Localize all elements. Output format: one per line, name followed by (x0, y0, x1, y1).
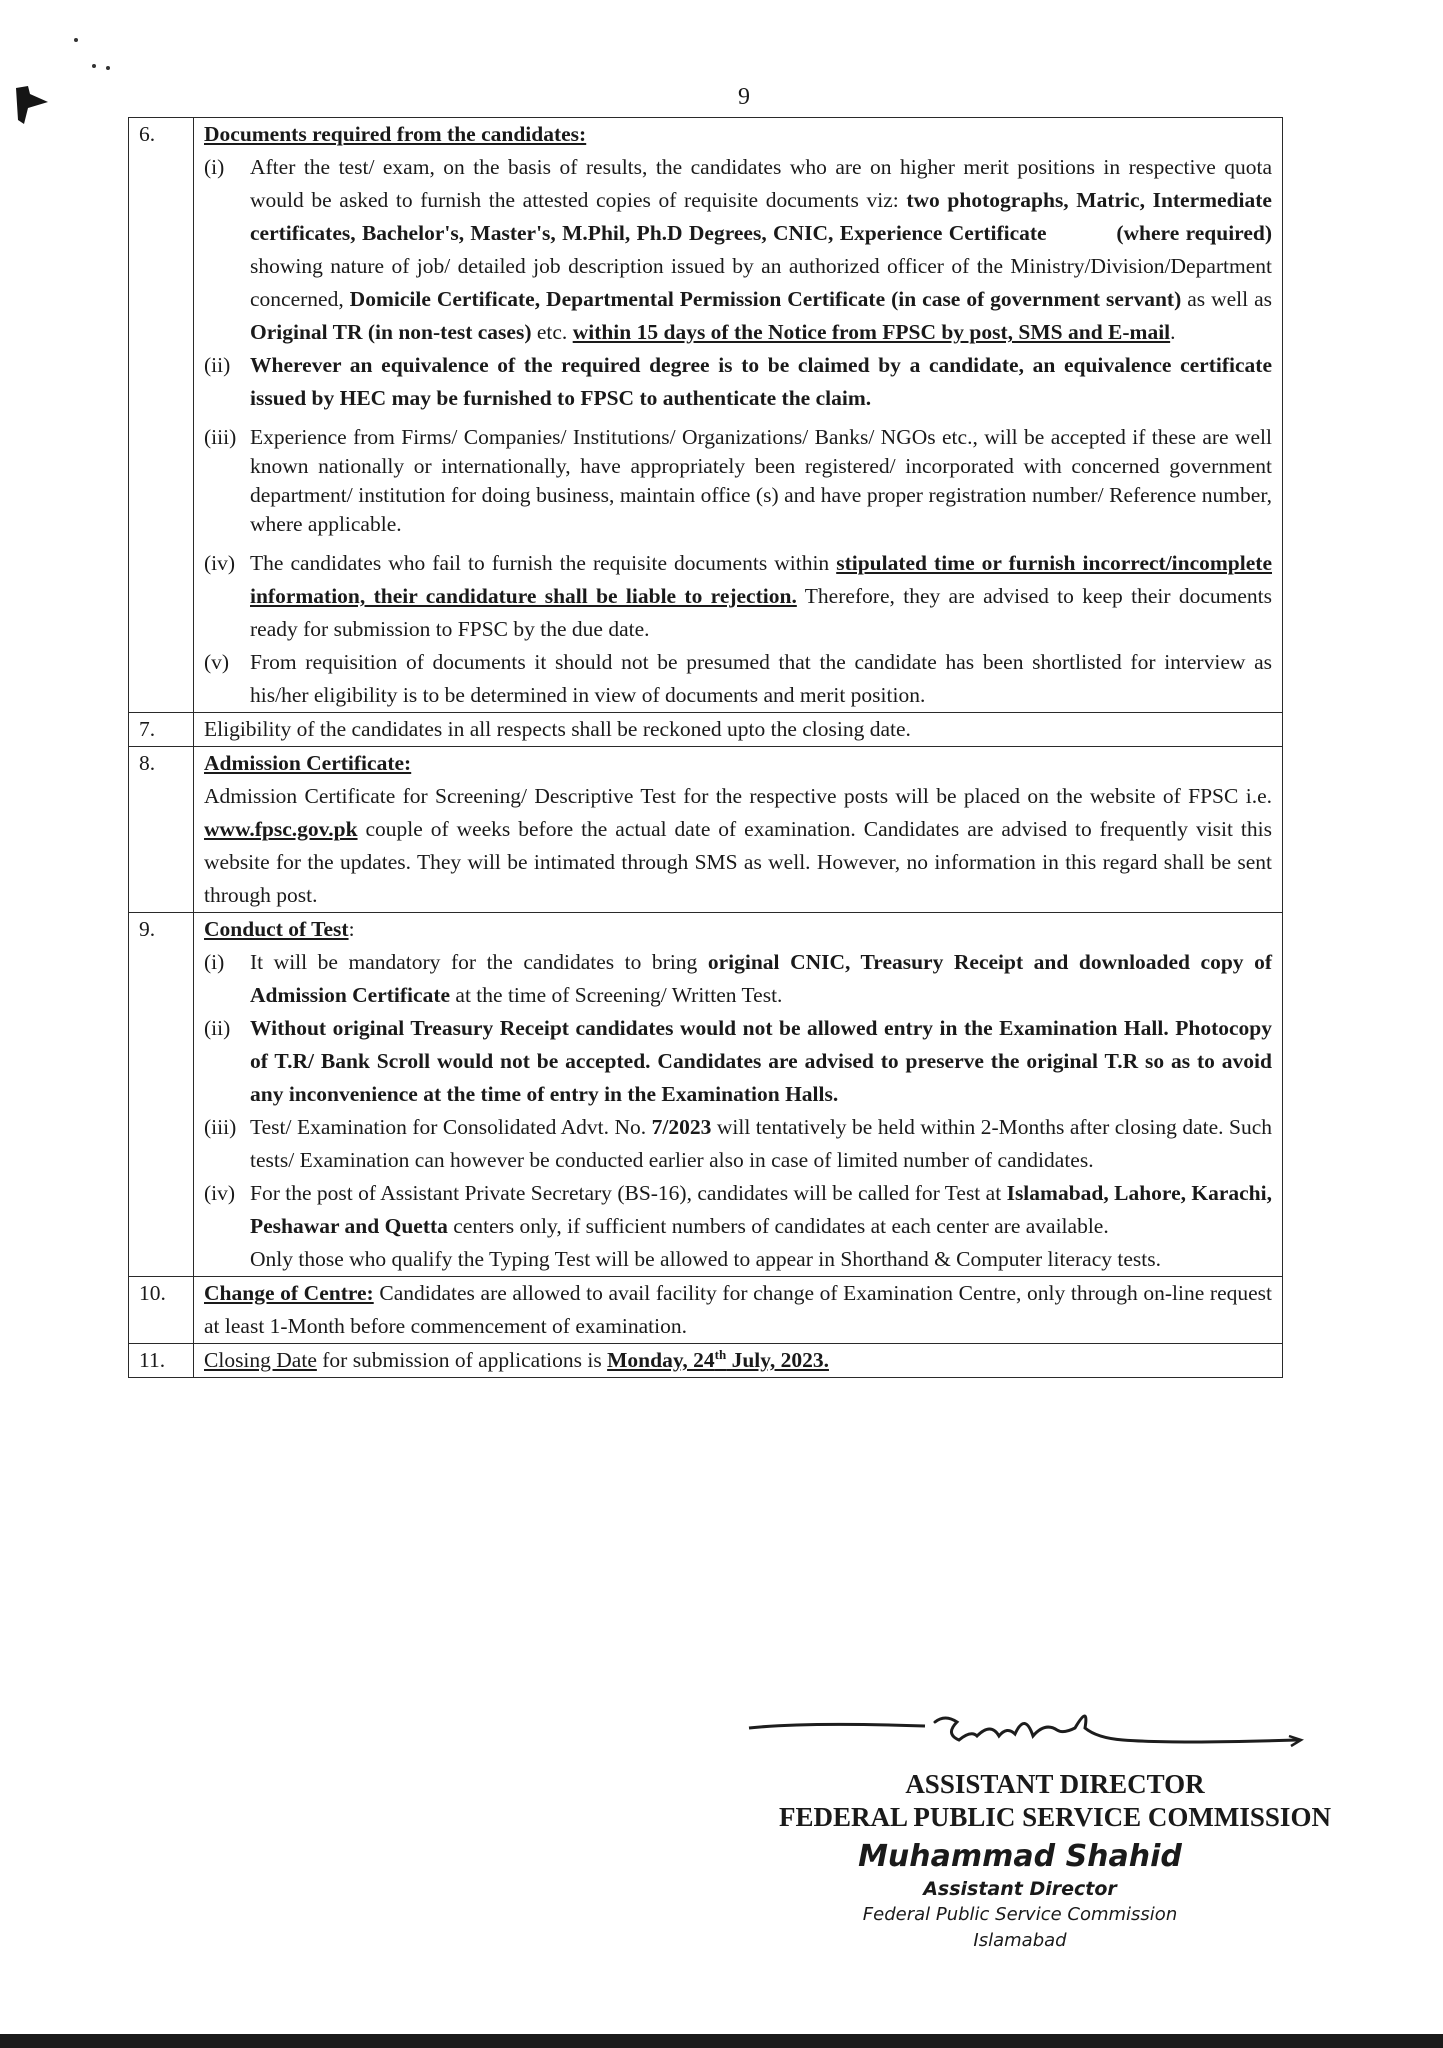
bold-run: Without original Treasury Receipt candidates would not be allowed entry in the Examination Hall. Photocopy of T.R/ Bank Scroll would not be accepted. Candidates are advised to preserve the original T.R so as to avoid any inconvenience at the time of entry in the Examination Halls. (250, 1016, 1272, 1106)
signatory-block (760, 1768, 1350, 1834)
row-number: 8. (129, 747, 194, 913)
closing-date (607, 1348, 829, 1372)
stamp-name: Muhammad Shahid (858, 1839, 1182, 1874)
table-row (129, 913, 1283, 1277)
row-number: 9. (129, 913, 194, 1277)
item-label: (iii) (204, 1115, 237, 1139)
section-conduct-of-test (194, 913, 1283, 1277)
bold-run: Wherever an equivalence of the required degree is to be claimed by a candidate, an equivalence certificate issued by HEC may be furnished to FPSC to authenticate the claim. (250, 353, 1272, 410)
table-row (129, 1344, 1283, 1378)
text-run: for submission of applications is (316, 1348, 608, 1372)
stamp-organization: Federal Public Service Commission (862, 1904, 1178, 1925)
section-text (204, 780, 1272, 912)
item-text (250, 547, 1272, 646)
corner-arrow-mark (14, 86, 54, 126)
row-number: 7. (129, 713, 194, 747)
item-label: (ii) (204, 1016, 231, 1040)
item-text (250, 946, 1272, 1012)
text-run: Only those who qualify the Typing Test will be allowed to appear in Shorthand & Computer literacy tests. (250, 1247, 1161, 1271)
list-item (204, 151, 1272, 349)
text-run: will tentatively be held within 2-Months after closing date. Such tests/ Examination can however be conducted earlier also in case of limited number of candidates. (250, 1115, 1272, 1172)
text-run: After the test/ exam, on the basis of results, the candidates who are on higher merit positions in respective quota would be asked to furnish the attested copies of requisite documents viz: (250, 155, 1272, 212)
list-item (204, 1012, 1272, 1111)
bold-run: 7/2023 (651, 1115, 712, 1139)
item-label: (iv) (204, 1181, 236, 1205)
row-number: 11. (129, 1344, 194, 1378)
table-row (129, 1277, 1283, 1344)
text-run: For the post of Assistant Private Secretary (BS-16), candidates will be called for Test at (250, 1181, 1007, 1205)
row-number: 10. (129, 1277, 194, 1344)
table-row (129, 747, 1283, 913)
list-item (204, 1111, 1272, 1177)
section-heading-line (204, 913, 1272, 946)
section-heading: Closing Date (204, 1348, 317, 1372)
item-text (250, 1177, 1272, 1276)
table-row (129, 713, 1283, 747)
bold-run: Islamabad, Lahore, Karachi, Peshawar and Quetta (250, 1181, 1272, 1238)
text-run: Therefore, they are advised to keep their documents ready for submission to FPSC by the due date. (250, 584, 1272, 641)
scan-speck (106, 66, 110, 70)
item-text (250, 151, 1272, 349)
section-heading: Documents required from the candidates: (204, 122, 587, 146)
instructions-table (128, 117, 1283, 1378)
date-suffix: th (714, 1346, 727, 1362)
bold-underlined-run: within 15 days of the Notice from FPSC by post, SMS and E-mail (572, 320, 1171, 344)
item-text: Experience from Firms/ Companies/ Institutions/ Organizations/ Banks/ NGOs etc., will be accepted if these are well known nationally or internationally, have appropriately been registered/ incorporated with concerned government department/ institution for doing business, maintain office (s) and have proper registration number/ Reference number, where applicable. (250, 425, 1272, 536)
text-run: couple of weeks before the actual date of examination. Candidates are advised to frequently visit this website for the updates. They will be intimated through SMS as well. However, no information in this regard shall be sent through post. (204, 817, 1272, 907)
list-item (204, 547, 1272, 646)
table-row (129, 118, 1283, 713)
page-number: 9 (738, 84, 750, 110)
heading-colon: : (348, 917, 355, 941)
list-item (204, 646, 1272, 712)
text-run: Test/ Examination for Consolidated Advt. No. (250, 1115, 652, 1139)
text-run: etc. (531, 320, 573, 344)
row-number: 6. (129, 118, 194, 713)
text-run: centers only, if sufficient numbers of candidates at each center are available. (447, 1214, 1109, 1238)
item-label: (i) (204, 950, 225, 974)
list-item (204, 423, 1272, 539)
list-item (204, 349, 1272, 415)
section-admission-certificate (194, 747, 1283, 913)
text-run: It will be mandatory for the candidates to bring (250, 950, 708, 974)
section-heading: Admission Certificate: (204, 751, 412, 775)
item-label: (iii) (204, 425, 237, 449)
bold-run: Original TR (in non-test cases) (250, 320, 532, 344)
list-item (204, 946, 1272, 1012)
list-item (204, 1177, 1272, 1276)
signatory-title: ASSISTANT DIRECTOR (905, 1769, 1205, 1799)
section-documents (194, 118, 1283, 713)
text-run: showing nature of job/ detailed job description issued by an authorized officer of the Ministry/Division/Department concerned, (250, 254, 1272, 311)
bold-underlined-run: stipulated time or furnish incorrect/incomplete information, their candidature shall be liable to rejection. (250, 551, 1272, 608)
item-text: From requisition of documents it should not be presumed that the candidate has been shortlisted for interview as his/her eligibility is to be determined in view of documents and merit position. (250, 650, 1272, 707)
bold-run: (where required) (1116, 221, 1272, 245)
text-run: Admission Certificate for Screening/ Descriptive Test for the respective posts will be placed on the website of FPSC i.e. (204, 784, 1272, 808)
text-run: The candidates who fail to furnish the requisite documents within (250, 551, 837, 575)
item-text (250, 1111, 1272, 1177)
bold-run: Domicile Certificate, Departmental Permission Certificate (in case of government servant) (349, 287, 1182, 311)
scan-speck (74, 38, 78, 42)
text-run: Candidates are allowed to avail facility for change of Examination Centre, only through on-line request at least 1-Month before commencement of examination. (204, 1281, 1272, 1338)
item-text (250, 1012, 1272, 1111)
section-heading: Conduct of Test (204, 917, 349, 941)
item-label: (v) (204, 650, 230, 674)
section-closing-date (194, 1344, 1283, 1378)
bold-run: two photographs, Matric, Intermediate certificates, Bachelor's, Master's, M.Phil, Ph.D Degrees, CNIC, Experience Certificate (250, 188, 1272, 245)
bold-run: original CNIC, Treasury Receipt and downloaded copy of Admission Certificate (250, 950, 1272, 1007)
stamp-city: Islamabad (973, 1930, 1067, 1951)
item-label: (i) (204, 155, 225, 179)
section-eligibility: Eligibility of the candidates in all respects shall be reckoned upto the closing date. (194, 713, 1283, 747)
stamp-designation: Assistant Director (923, 1878, 1117, 1900)
scan-speck (92, 64, 96, 68)
text-run: at the time of Screening/ Written Test. (450, 983, 783, 1007)
signatory-organization: FEDERAL PUBLIC SERVICE COMMISSION (779, 1802, 1331, 1832)
text-run: as well as (1181, 287, 1272, 311)
section-change-of-centre (194, 1277, 1283, 1344)
item-label: (iv) (204, 551, 236, 575)
website-link[interactable]: www.fpsc.gov.pk (204, 817, 358, 841)
section-heading: Change of Centre: (204, 1281, 374, 1305)
official-stamp (820, 1838, 1220, 1954)
date-text: July, 2023. (726, 1348, 829, 1372)
text-run: . (1170, 320, 1176, 344)
date-text: Monday, 24 (607, 1348, 715, 1372)
item-text (250, 349, 1272, 415)
scan-edge-bar (0, 2034, 1443, 2048)
item-label: (ii) (204, 353, 231, 377)
